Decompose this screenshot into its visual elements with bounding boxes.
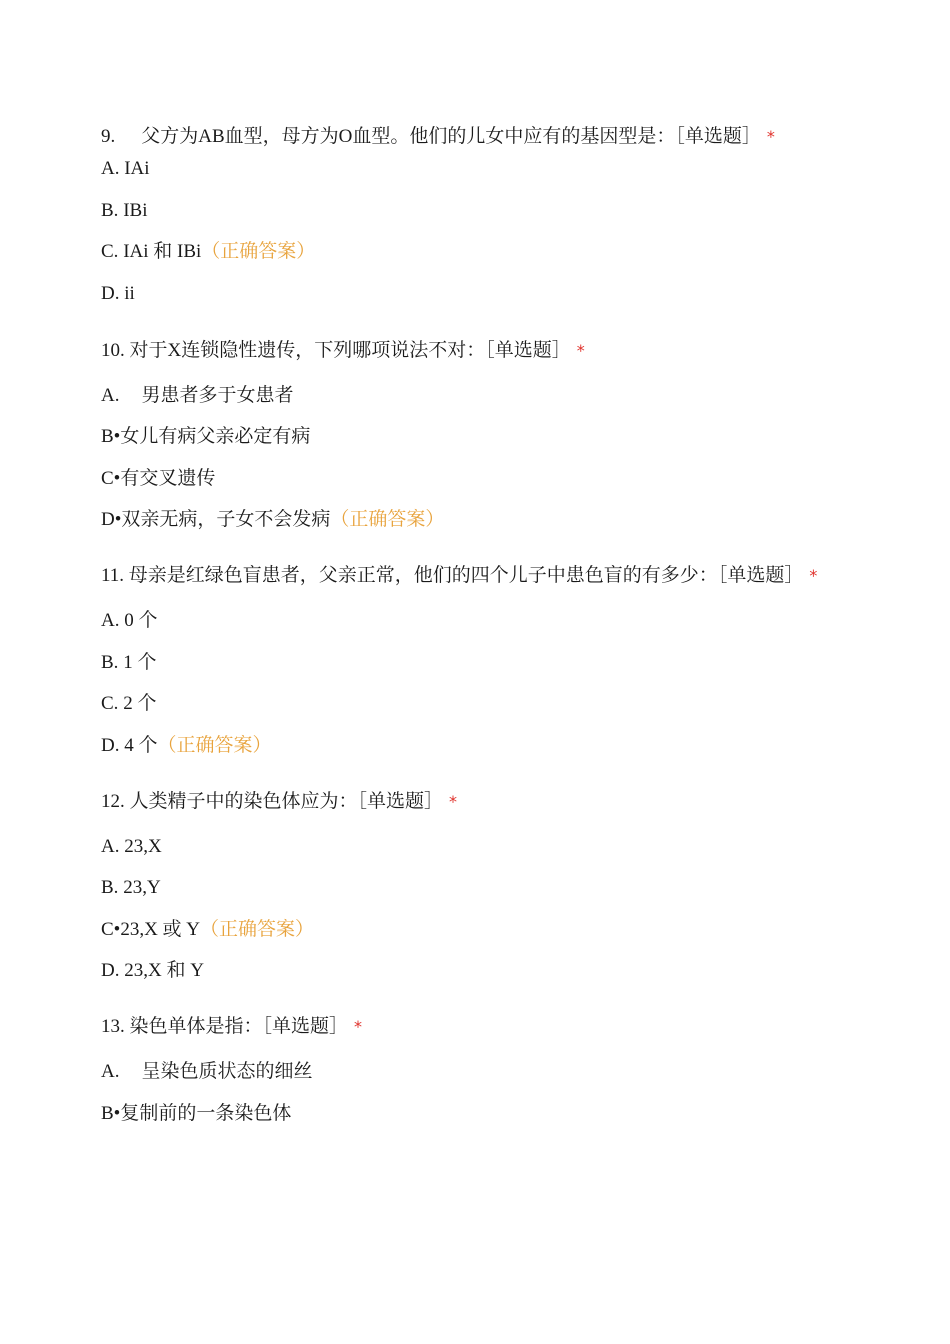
option-a[interactable]	[101, 603, 861, 639]
option-b[interactable]	[101, 870, 861, 906]
question-title	[101, 330, 861, 371]
option-b[interactable]	[101, 419, 861, 455]
option-label: A.	[101, 158, 120, 179]
question-number: 13.	[101, 1016, 125, 1037]
option-text: 4 个	[124, 734, 158, 756]
option-text: 女儿有病父亲必定有病	[120, 426, 311, 447]
option-text: 1 个	[123, 651, 157, 673]
option-label: B.	[101, 199, 119, 221]
correct-answer-mark: （正确答案）	[330, 509, 445, 530]
question-title	[101, 555, 836, 596]
question-type-tag: ［单选题］	[675, 126, 761, 147]
question-text: 对于X连锁隐性遗传，下列哪项说法不对：	[129, 339, 486, 361]
option-b[interactable]	[101, 1096, 861, 1132]
option-d[interactable]	[101, 502, 861, 538]
option-a[interactable]	[101, 829, 861, 865]
option-label: A.	[101, 610, 120, 631]
correct-answer-mark: （正确答案）	[201, 241, 316, 262]
option-text: IAi 和 IBi	[123, 241, 202, 262]
question-11	[101, 555, 861, 764]
question-13	[101, 1006, 861, 1132]
option-label: C•	[101, 467, 121, 489]
option-label: C.	[101, 693, 119, 714]
option-d[interactable]	[101, 276, 861, 312]
required-mark: *	[354, 1017, 363, 1036]
option-text: 复制前的一条染色体	[120, 1102, 292, 1124]
question-list	[101, 118, 861, 1132]
option-a[interactable]	[101, 151, 861, 187]
option-d[interactable]	[101, 953, 861, 989]
option-label: A.	[101, 1061, 120, 1082]
option-label: B.	[101, 877, 119, 898]
option-c[interactable]	[101, 234, 861, 270]
option-text: 23,X	[124, 835, 162, 857]
option-label: A.	[101, 384, 120, 406]
question-number: 9.	[101, 126, 116, 147]
option-text: 23,X 或 Y	[120, 918, 201, 940]
question-type-tag: ［单选题］	[262, 1016, 349, 1037]
question-title	[101, 1006, 861, 1047]
option-d[interactable]	[101, 728, 861, 764]
option-label: A.	[101, 835, 120, 857]
option-label: B•	[101, 1102, 121, 1124]
question-type-tag: ［单选题］	[717, 565, 804, 586]
required-mark: *	[449, 791, 458, 811]
option-text: 呈染色质状态的细丝	[141, 1061, 313, 1082]
correct-answer-mark: （正确答案）	[200, 918, 315, 940]
option-text: 男患者多于女患者	[141, 384, 294, 406]
option-text: IBi	[123, 199, 148, 221]
question-text: 人类精子中的染色体应为：	[129, 790, 358, 812]
option-text: IAi	[124, 158, 150, 179]
question-text: 母亲是红绿色盲患者，父亲正常，他们的四个儿子中患色盲的有多少：	[128, 565, 718, 586]
option-text: 0 个	[124, 610, 158, 631]
option-label: D.	[101, 960, 120, 981]
option-label: B•	[101, 426, 121, 447]
option-label: D.	[101, 282, 120, 304]
question-text: 父方为AB血型，母方为O血型。他们的儿女中应有的基因型是：	[141, 126, 676, 147]
question-12	[101, 781, 861, 990]
required-mark: *	[809, 566, 818, 585]
question-type-tag: ［单选题］	[485, 339, 571, 361]
option-b[interactable]	[101, 193, 861, 229]
option-label: D•	[101, 509, 122, 530]
question-number: 10.	[101, 339, 125, 361]
required-mark: *	[766, 127, 775, 146]
correct-answer-mark: （正确答案）	[157, 734, 272, 756]
question-10	[101, 330, 861, 539]
option-text: 23,X 和 Y	[124, 960, 204, 981]
option-label: C.	[101, 241, 119, 262]
option-label: D.	[101, 734, 120, 756]
question-text: 染色单体是指：	[129, 1016, 263, 1037]
question-number: 12.	[101, 790, 125, 812]
option-c[interactable]	[101, 912, 861, 948]
option-a[interactable]	[101, 378, 861, 414]
option-a[interactable]	[101, 1054, 861, 1090]
option-text: 双亲无病，子女不会发病	[121, 509, 331, 530]
option-label: B.	[101, 651, 119, 673]
option-text: 23,Y	[123, 877, 161, 898]
question-9	[101, 118, 861, 312]
option-label: C•	[101, 918, 121, 940]
required-mark: *	[576, 340, 585, 360]
question-title	[101, 118, 861, 156]
option-text: ii	[124, 282, 135, 304]
question-title	[101, 781, 861, 822]
option-b[interactable]	[101, 645, 861, 681]
option-c[interactable]	[101, 686, 861, 722]
question-type-tag: ［单选题］	[357, 790, 444, 812]
option-c[interactable]	[101, 461, 861, 497]
question-number: 11.	[101, 565, 125, 586]
option-text: 有交叉遗传	[120, 467, 216, 489]
option-text: 2 个	[123, 693, 157, 714]
